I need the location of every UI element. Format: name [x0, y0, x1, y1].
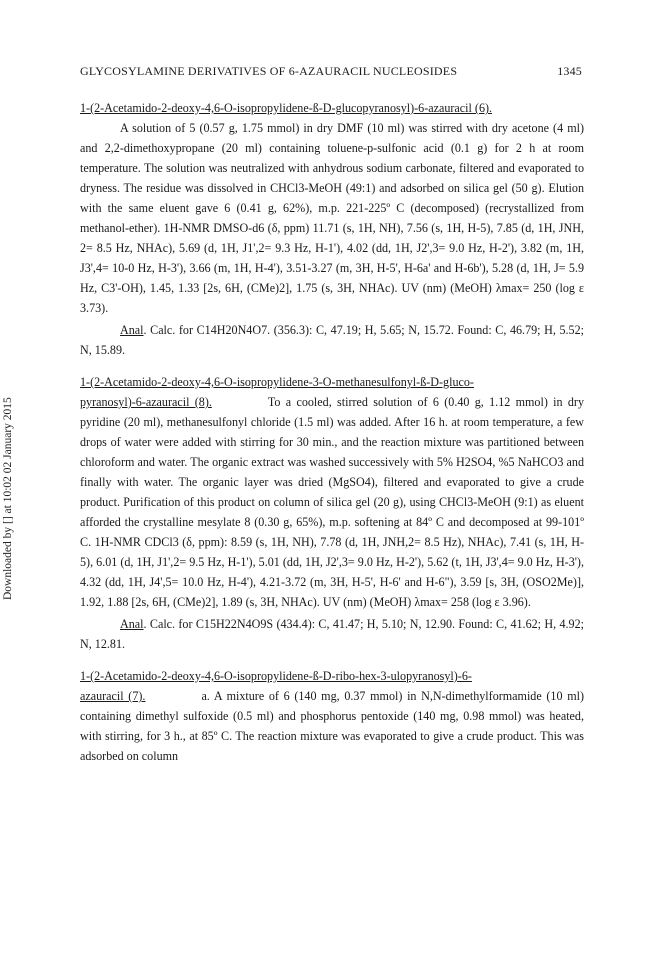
page-body — [80, 98, 584, 766]
anal-label: Anal — [120, 617, 144, 631]
section-2-title-line1: 1-(2-Acetamido-2-deoxy-4,6-O-isopropylidene-3-O-methanesulfonyl-ß-D-gluco- — [80, 375, 474, 389]
section-1-title: 1-(2-Acetamido-2-deoxy-4,6-O-isopropylidene-ß-D-glucopyranosyl)-6-azauracil (6). — [80, 101, 493, 115]
section-2-body-wrap — [80, 392, 584, 612]
section-3-body: a. A mixture of 6 (140 mg, 0.37 mmol) in N,N-dimethylformamide (10 ml) containing dimethyl sulfoxide (0.5 ml) and phosphorus pentoxide (140 mg, 0.98 mmol) was heated, with stirring, for 3 h., at 85º C. The reaction mixture was evaporated to give a crude product. This was adsorbed on column — [80, 689, 584, 763]
running-header — [80, 64, 582, 79]
section-3-title-line2: azauracil (7). — [80, 689, 146, 703]
section-2-body: To a cooled, stirred solution of 6 (0.40 g, 1.12 mmol) in dry pyridine (20 ml), methanesulfonyl chloride (1.5 ml) was added. After 16 h. at room temperature, a few drops of water were added with stirring for 30 min., and the reaction mixture was partitioned between chloroform and water. The organic extract was washed successively with 5% H2SO4, %5 NaHCO3 and finally with water. The organic layer was dried (MgSO4), filtered and evaporated to give a crude product. Purification of this product on column of silica gel (20 g), using CHCl3-MeOH (9:1) as eluent afforded the crystalline mesylate 8 (0.30 g, 65%), m.p. softening at 84º C and decomposed at 99-101º C. 1H-NMR CDCl3 (δ, ppm): 8.59 (s, 1H, NH), 7.78 (d, 1H, JNH,2= 8.5 Hz), NHAc), 7.41 (s, 1H, H-5), 6.01 (d, 1H, J1',2= 9.5 Hz, H-1'), 5.01 (dd, 1H, J2',3= 9.0 Hz, H-2'), 5.62 (t, 1H, J3',4= 9.0 Hz, H-3'), 4.32 (dd, 1H, J4',5= 10.0 Hz, H-4'), 4.21-3.72 (m, 3H, H-5', H-6' and H-6"), 3.59 [s, 3H, (OSO2Me)], 1.92, 1.88 [2s, 6H, (CMe)2], 1.89 (s, 3H, NHAc). UV (nm) (MeOH) λmax= 258 (log ε 3.96). — [80, 395, 584, 609]
section-1-body: A solution of 5 (0.57 g, 1.75 mmol) in dry DMF (10 ml) was stirred with dry acetone (4 ml) and 2,2-dimethoxypropane (20 ml) containing toluene-p-sulfonic acid (0.1 g) for 2 h at room temperature. The solution was neutralized with anhydrous sodium carbonate, filtered and evaporated to dryness. The residue was dissolved in CHCl3-MeOH (49:1) and adsorbed on silica gel (50 g). Elution with the same eluent gave 6 (0.41 g, 62%), m.p. 221-225º C (decomposed) (recrystallized from methanol-ether). 1H-NMR DMSO-d6 (δ, ppm) 11.71 (s, 1H, NH), 7.56 (s, 1H, H-5), 7.85 (d, 1H, JNH, 2= 8.5 Hz, NHAc), 5.69 (d, 1H, J1',2= 9.3 Hz, H-1'), 4.02 (dd, 1H, J2',3= 9.0 Hz, H-2'), 3.82 (m, 1H, J3',4= 10-0 Hz, H-3'), 3.66 (m, 1H, H-4'), 3.51-3.27 (m, 3H, H-5', H-6a' and H-6b'), 5.28 (d, 1H, J= 5.9 Hz, C3'-OH), 1.45, 1.33 [2s, 6H, (CMe)2], 1.75 (s, 3H, NHAc). UV (nm) (MeOH) λmax= 250 (log ε 3.73). — [80, 121, 584, 315]
section-2-title-line2: pyranosyl)-6-azauracil (8). — [80, 395, 212, 409]
section-3-title-line1: 1-(2-Acetamido-2-deoxy-4,6-O-isopropylidene-ß-D-ribo-hex-3-ulopyranosyl)-6- — [80, 669, 472, 683]
section-3-body-wrap — [80, 686, 584, 766]
anal-label: Anal — [120, 323, 144, 337]
section-1-analysis — [80, 320, 584, 360]
section-2-analysis — [80, 614, 584, 654]
page-number: 1345 — [557, 64, 582, 78]
download-watermark: Downloaded by [] at 10:02 02 January 2015 — [2, 397, 14, 600]
anal-text: . Calc. for C15H22N4O9S (434.4): C, 41.47; H, 5.10; N, 12.90. Found: C, 41.62; H, 4.92; N, 12.81. — [80, 617, 584, 651]
anal-text: . Calc. for C14H20N4O7. (356.3): C, 47.19; H, 5.65; N, 15.72. Found: C, 46.79; H, 5.52; N, 15.89. — [80, 323, 584, 357]
running-title: GLYCOSYLAMINE DERIVATIVES OF 6-AZAURACIL NUCLEOSIDES — [80, 64, 458, 78]
